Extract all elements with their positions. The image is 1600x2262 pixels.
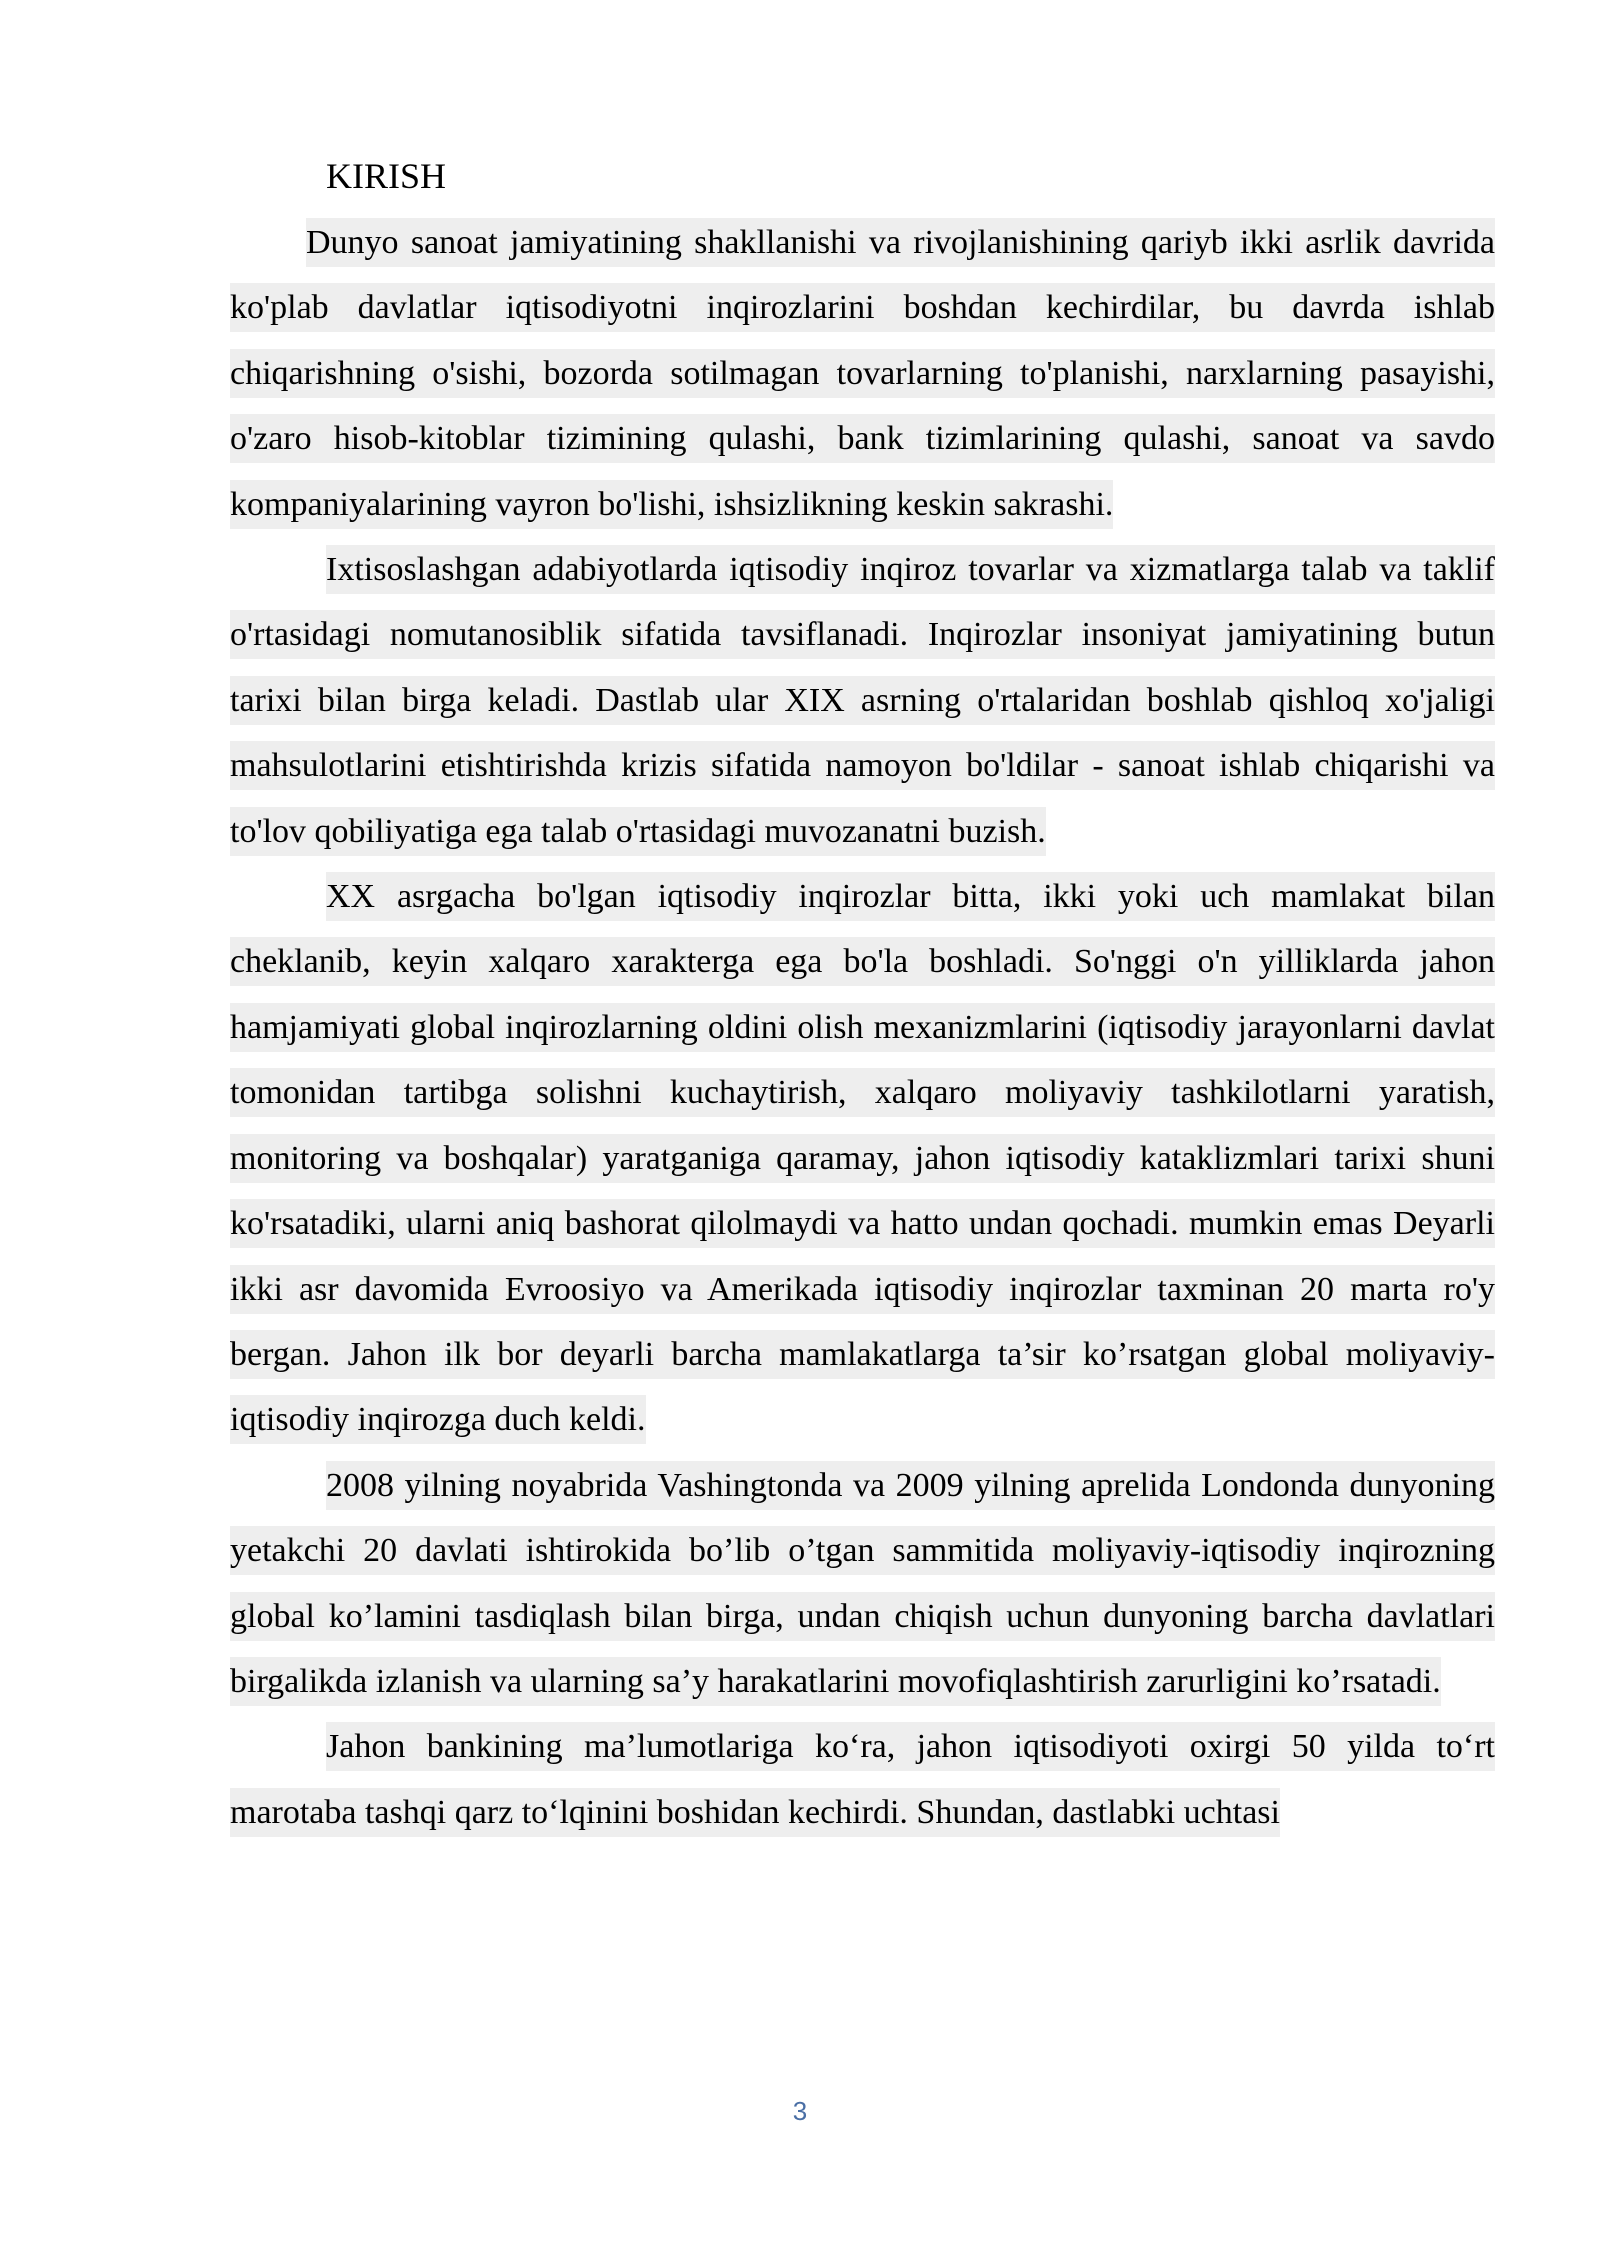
paragraph-2: Ixtisoslashgan adabiyotlarda iqtisodiy inqiroz tovarlar va xizmatlarga talab va taklif o'rtasidagi nomutanosiblik sifatida tavsiflanadi. Inqirozlar insoniyat jamiyatining butun tarixi bilan birga keladi. Dastlab ular XIX asrning o'rtalaridan boshlab qishloq xo'jaligi mahsulotlarini etishtirishda krizis sifatida namoyon bo'ldilar - sanoat ishlab chiqarishi va to'lov qobiliyatiga ega talab o'rtasidagi muvozanatni buzish. — [230, 537, 1495, 864]
document-body — [230, 210, 1495, 1845]
paragraph-5: Jahon bankining ma’lumotlariga ko‘ra, jahon iqtisodiyoti oxirgi 50 yilda to‘rt marotaba tashqi qarz to‘lqinini boshidan kechirdi. Shundan, dastlabki uchtasi — [230, 1714, 1495, 1845]
section-heading: KIRISH — [326, 156, 447, 196]
paragraph-1: Dunyo sanoat jamiyatining shakllanishi va rivojlanishining qariyb ikki asrlik davrida ko'plab davlatlar iqtisodiyotni inqirozlarini boshdan kechirdilar, bu davrda ishlab chiqarishning o'sishi, bozorda sotilmagan tovarlarning to'planishi, narxlarning pasayishi, o'zaro hisob-kitoblar tizimining qulashi, bank tizimlarining qulashi, sanoat va savdo kompaniyalarining vayron bo'lishi, ishsizlikning keskin sakrashi. — [230, 210, 1495, 537]
page-number: 3 — [792, 2096, 808, 2126]
paragraph-4: 2008 yilning noyabrida Vashingtonda va 2009 yilning aprelida Londonda dunyoning yetakchi 20 davlati ishtirokida bo’lib o’tgan sammitida moliyaviy-iqtisodiy inqirozning global ko’lamini tasdiqlash bilan birga, undan chiqish uchun dunyoning barcha davlatlari birgalikda izlanish va ularning sa’y harakatlarini movofiqlashtirish zarurligini ko’rsatadi. — [230, 1453, 1495, 1715]
paragraph-3: XX asrgacha bo'lgan iqtisodiy inqirozlar bitta, ikki yoki uch mamlakat bilan cheklanib, keyin xalqaro xarakterga ega bo'la boshladi. So'nggi o'n yilliklarda jahon hamjamiyati global inqirozlarning oldini olish mexanizmlarini (iqtisodiy jarayonlarni davlat tomonidan tartibga solishni kuchaytirish, xalqaro moliyaviy tashkilotlarni yaratish, monitoring va boshqalar) yaratganiga qaramay, jahon iqtisodiy kataklizmlari tarixi shuni ko'rsatadiki, ularni aniq bashorat qilolmaydi va hatto undan qochadi. mumkin emas Deyarli ikki asr davomida Evroosiyo va Amerikada iqtisodiy inqirozlar taxminan 20 marta ro'y bergan. Jahon ilk bor deyarli barcha mamlakatlarga ta’sir ko’rsatgan global moliyaviy-iqtisodiy inqirozga duch keldi. — [230, 864, 1495, 1453]
